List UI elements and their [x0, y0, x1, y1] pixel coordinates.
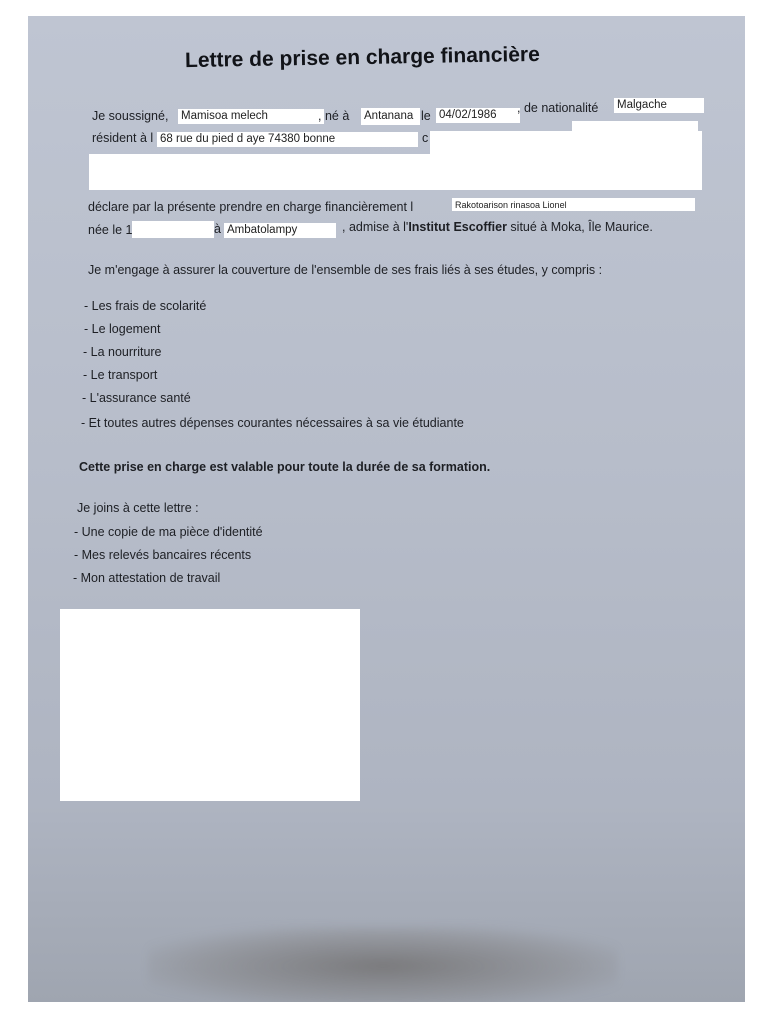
attachments-intro: Je joins à cette lettre : [77, 501, 199, 515]
expense-item: - Les frais de scolarité [84, 299, 207, 313]
admitted-text: , admise à l' [342, 220, 409, 234]
letter-title: Lettre de prise en charge financière [184, 42, 540, 73]
redacted-signature-block [60, 609, 360, 801]
scanned-letter-page [28, 16, 745, 1002]
nationality-label: , de nationalité [517, 101, 599, 115]
declaration-text: déclare par la présente prendre en charge financièrement l [88, 200, 414, 214]
attachment-item: - Mon attestation de travail [73, 571, 221, 585]
expense-item: - Et toutes autres dépenses courantes nécessaires à sa vie étudiante [81, 416, 464, 430]
expense-item: - Le transport [83, 368, 158, 382]
institute-location: situé à Moka, Île Maurice. [506, 220, 653, 234]
beneficiary-at-label: à [214, 222, 221, 236]
validity-statement: Cette prise en charge est valable pour toute la durée de sa formation. [79, 460, 491, 474]
residence-trailing: c [422, 131, 429, 145]
expense-item: - Le logement [84, 322, 161, 336]
expense-item: - La nourriture [83, 345, 162, 359]
redacted-field-beneficiary-birthplace: Ambatolampy [224, 223, 336, 238]
redacted-field-address: 68 rue du pied d aye 74380 bonne [157, 132, 418, 147]
born-at-label: , né à [318, 109, 350, 123]
redaction-block-birthdate [132, 221, 214, 238]
redacted-field-birthplace: Antanana [361, 108, 420, 125]
expense-item: - L'assurance santé [82, 391, 191, 405]
redaction-block-wide [89, 154, 702, 190]
redacted-field-name: Mamisoa melech [178, 109, 324, 124]
redacted-field-birthdate: 04/02/1986 [436, 108, 520, 123]
attachment-item: - Une copie de ma pièce d'identité [74, 525, 263, 539]
date-label: le [421, 109, 431, 123]
scan-shadow [148, 926, 618, 1002]
redacted-field-beneficiary: Rakotoarison rinasoa Lionel [452, 198, 695, 211]
attachment-item: - Mes relevés bancaires récents [74, 548, 252, 562]
institute-name: Institut Escoffier [408, 220, 507, 234]
beneficiary-born-prefix: née le 1 [88, 223, 133, 237]
redacted-field-nationality: Malgache [614, 98, 704, 113]
residence-prefix: résident à l [92, 131, 154, 145]
redaction-block-top-right [572, 121, 698, 131]
intro-prefix: Je soussigné, [92, 109, 169, 123]
admission-statement [342, 219, 653, 235]
engagement-text: Je m'engage à assurer la couverture de l'ensemble de ses frais liés à ses études, y compris : [88, 263, 603, 277]
